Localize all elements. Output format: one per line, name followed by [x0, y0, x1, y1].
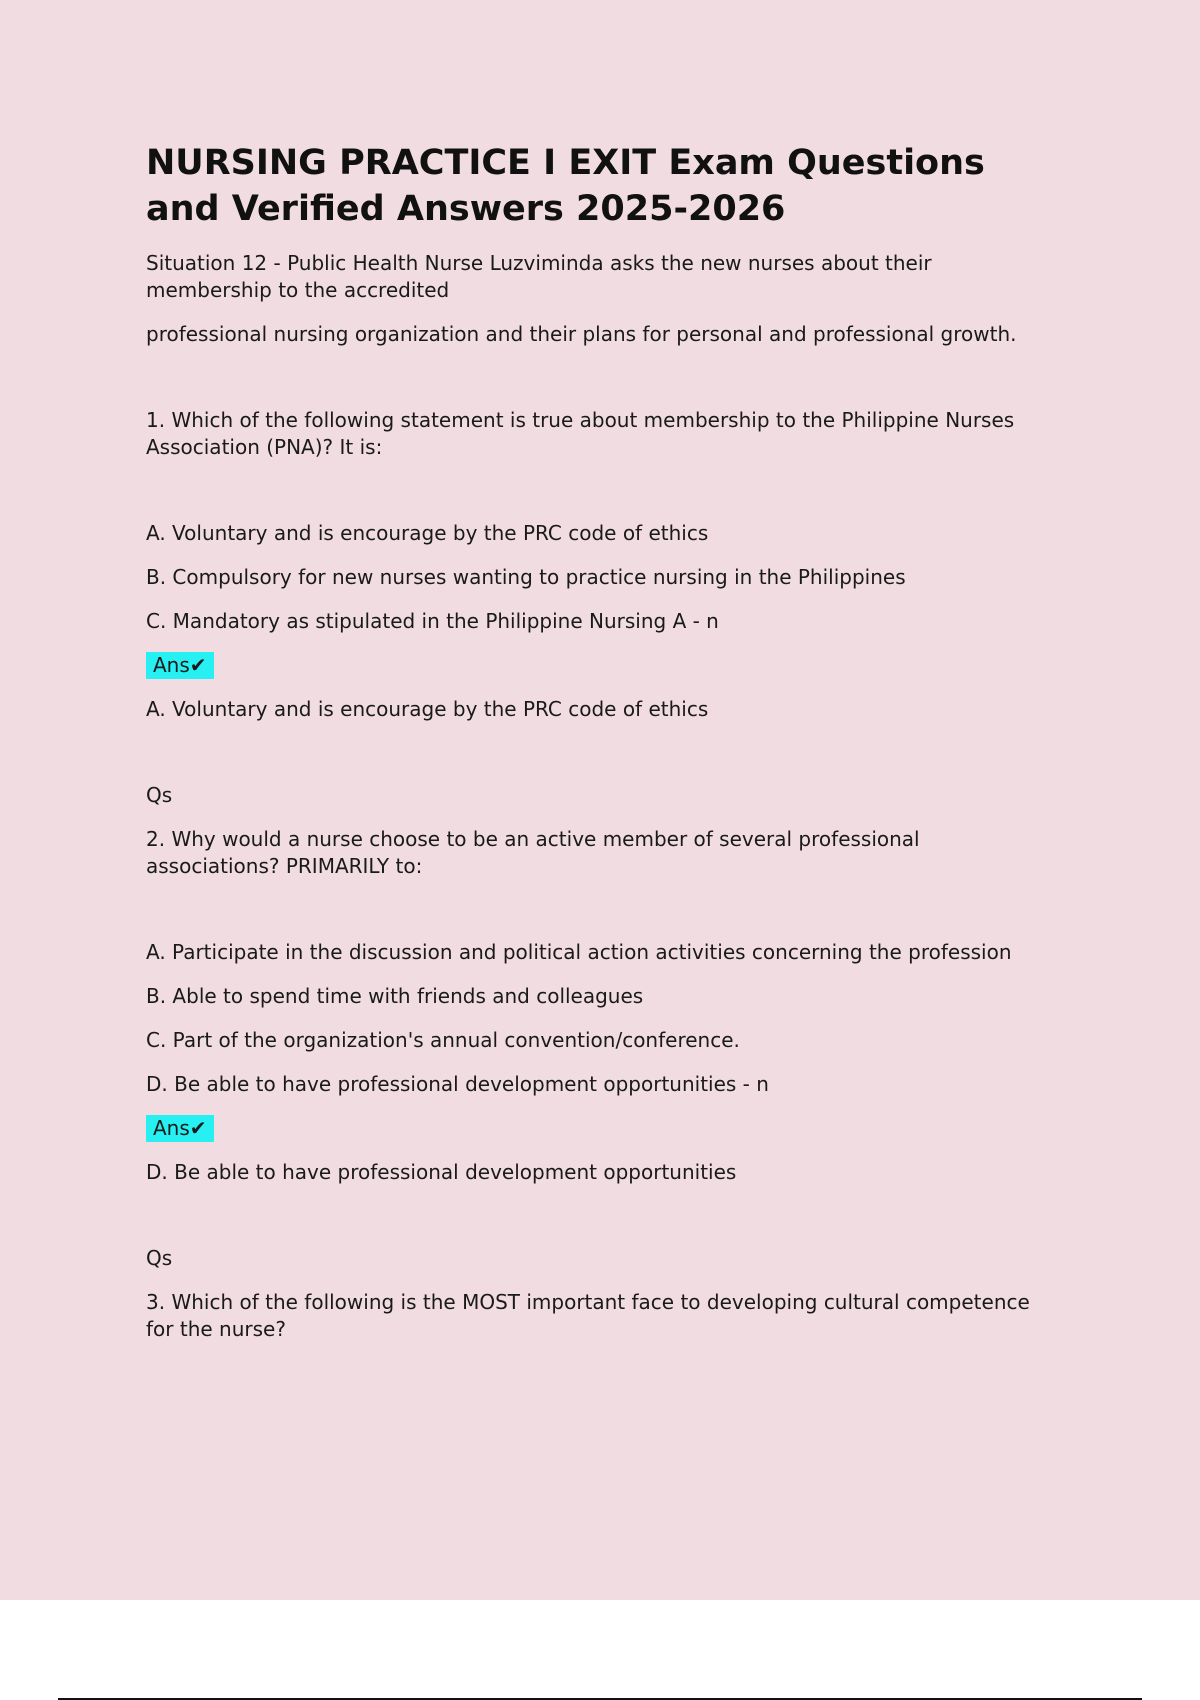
question-2-option-c: C. Part of the organization's annual convention/conference.: [146, 1028, 740, 1052]
document-title: NURSING PRACTICE I EXIT Exam Questions and Verified Answers 2025-2026: [146, 143, 985, 229]
question-2-option-a: A. Participate in the discussion and political action activities concerning the profession: [146, 940, 1012, 964]
situation-intro-continued: professional nursing organization and their plans for personal and professional growth.: [146, 322, 1017, 346]
question-2-answer-row: [146, 1115, 1046, 1142]
question-2-answer: D. Be able to have professional development opportunities: [146, 1160, 737, 1184]
question-2-prefix: Qs: [146, 783, 173, 807]
situation-intro: Situation 12 - Public Health Nurse Luzviminda asks the new nurses about their membership to the accredited: [146, 251, 932, 302]
question-2-text: 2. Why would a nurse choose to be an active member of several professional associations? PRIMARILY to:: [146, 827, 920, 878]
question-2-option-b: B. Able to spend time with friends and colleagues: [146, 984, 644, 1008]
question-1-option-b: B. Compulsory for new nurses wanting to practice nursing in the Philippines: [146, 565, 906, 589]
question-1-answer-row: [146, 652, 1046, 679]
question-1-text: 1. Which of the following statement is true about membership to the Philippine Nurses Association (PNA)? It is:: [146, 408, 1015, 459]
document-content: [146, 140, 1046, 1360]
answer-badge: Ans✔: [146, 1115, 214, 1142]
question-3-text: 3. Which of the following is the MOST important face to developing cultural competence for the nurse?: [146, 1290, 1030, 1341]
question-2-option-d: D. Be able to have professional development opportunities - n: [146, 1072, 769, 1096]
answer-badge: Ans✔: [146, 652, 214, 679]
question-3-prefix: Qs: [146, 1246, 173, 1270]
question-1-answer: A. Voluntary and is encourage by the PRC code of ethics: [146, 697, 709, 721]
question-1-option-c: C. Mandatory as stipulated in the Philippine Nursing A - n: [146, 609, 719, 633]
question-1-option-a: A. Voluntary and is encourage by the PRC code of ethics: [146, 521, 709, 545]
